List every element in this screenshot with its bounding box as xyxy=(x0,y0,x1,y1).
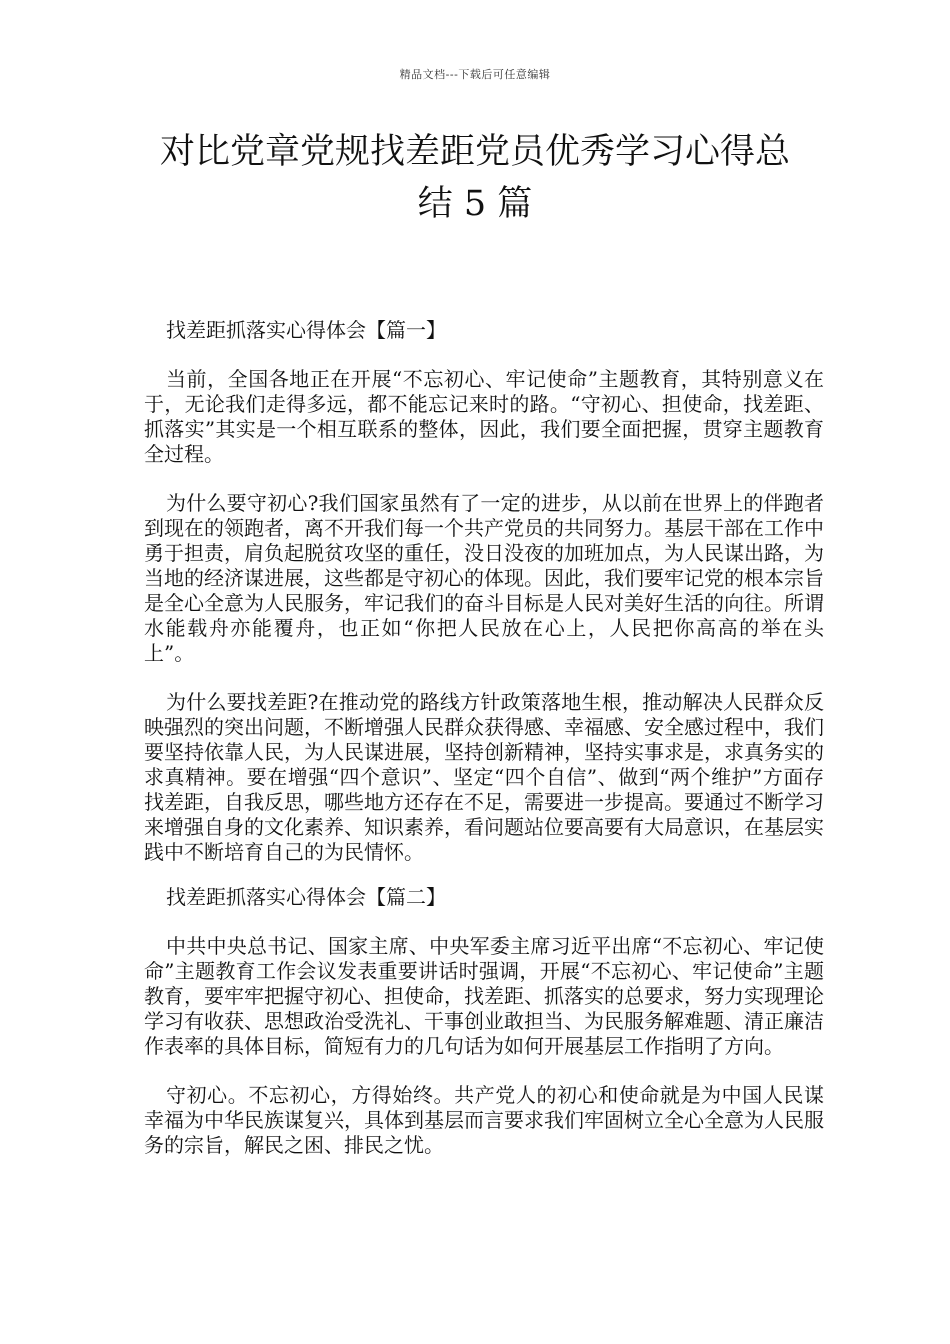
document-body xyxy=(144,318,824,1182)
paragraph: 为什么要找差距?在推动党的路线方针政策落地生根，推动解决人民群众反映强烈的突出问题，不断增强人民群众获得感、幸福感、安全感过程中，我们要坚持依靠人民，为人民谋进展，坚持创新精神，坚持实事求是，求真务实的求真精神。要在增强“四个意识”、坚定“四个自信”、做到“两个维护”方面存找差距，自我反思，哪些地方还存在不足，需要进一步提高。要通过不断学习来增强自身的文化素养、知识素养，看问题站位要高要有大局意识，在基层实践中不断培育自己的为民情怀。 xyxy=(144,690,824,864)
paragraph: 中共中央总书记、国家主席、中央军委主席习近平出席“不忘初心、牢记使命”主题教育工作会议发表重要讲话时强调，开展“不忘初心、牢记使命”主题教育，要牢牢把握守初心、担使命，找差距、抓落实的总要求，努力实现理论学习有收获、思想政治受洗礼、干事创业敢担当、为民服务解难题、清正廉洁作表率的具体目标，简短有力的几句话为如何开展基层工作指明了方向。 xyxy=(144,934,824,1058)
header-note: 精品文档---下载后可任意编辑 xyxy=(399,68,551,81)
title-line-2: 结 5 篇 xyxy=(417,184,533,224)
section-heading-2: 找差距抓落实心得体会【篇二】 xyxy=(166,885,446,909)
section-heading-1: 找差距抓落实心得体会【篇一】 xyxy=(166,318,446,342)
document-title xyxy=(140,126,810,230)
title-line-1: 对比党章党规找差距党员优秀学习心得总 xyxy=(159,132,790,172)
paragraph: 守初心。不忘初心，方得始终。共产党人的初心和使命就是为中国人民谋幸福为中华民族谋复兴，具体到基层而言要求我们牢固树立全心全意为人民服务的宗旨，解民之困、排民之忧。 xyxy=(144,1083,824,1157)
paragraph: 为什么要守初心?我们国家虽然有了一定的进步，从以前在世界上的伴跑者到现在的领跑者，离不开我们每一个共产党员的共同努力。基层干部在工作中勇于担责，肩负起脱贫攻坚的重任，没日没夜的加班加点，为人民谋出路，为当地的经济谋进展，这些都是守初心的体现。因此，我们要牢记党的根本宗旨是全心全意为人民服务，牢记我们的奋斗目标是人民对美好生活的向往。所谓水能载舟亦能覆舟，也正如“你把人民放在心上，人民把你高高的举在头上”。 xyxy=(144,491,824,665)
paragraph: 当前，全国各地正在开展“不忘初心、牢记使命”主题教育，其特别意义在于，无论我们走得多远，都不能忘记来时的路。“守初心、担使命，找差距、抓落实”其实是一个相互联系的整体，因此，我们要全面把握，贯穿主题教育全过程。 xyxy=(144,367,824,466)
